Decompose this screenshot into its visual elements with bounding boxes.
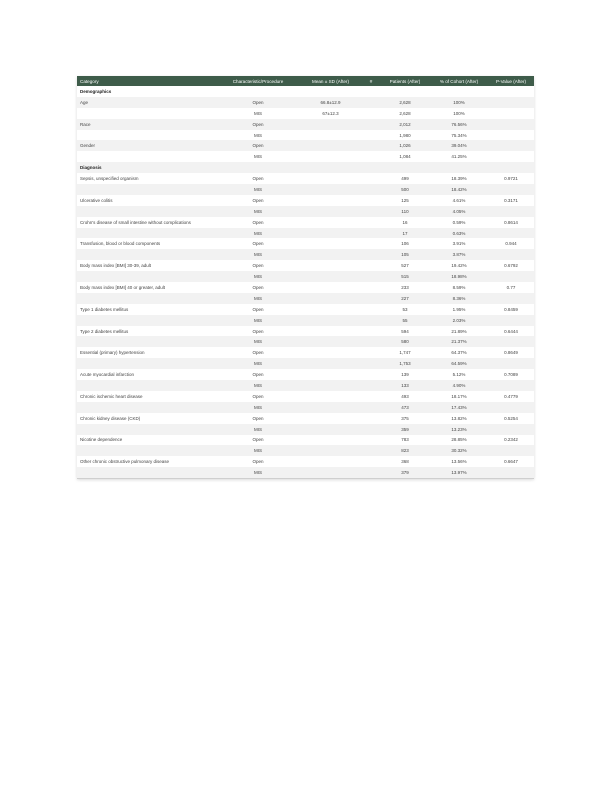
cell-mean: 66.8±12.9 bbox=[299, 97, 362, 108]
cell-mean bbox=[299, 358, 362, 369]
cell-category: Body mass index [BMI] 40 or greater, adult bbox=[77, 282, 217, 293]
cell-patients: 580 bbox=[380, 336, 430, 347]
cell-mean bbox=[299, 249, 362, 260]
cell-procedure: Open bbox=[217, 326, 299, 337]
cell-category bbox=[77, 184, 217, 195]
cell-count bbox=[362, 249, 380, 260]
cell-category: Gender bbox=[77, 140, 217, 151]
cell-procedure: MIS bbox=[217, 402, 299, 413]
cell-pvalue bbox=[488, 108, 534, 119]
cell-patients: 16 bbox=[380, 217, 430, 228]
cell-mean bbox=[299, 315, 362, 326]
cell-pvalue bbox=[488, 271, 534, 282]
cell-pvalue: 0.5254 bbox=[488, 413, 534, 424]
cell-mean bbox=[299, 326, 362, 337]
cell-count bbox=[362, 435, 380, 446]
table-row bbox=[77, 108, 534, 119]
table-row bbox=[77, 467, 534, 478]
cell-percent: 4.61% bbox=[430, 195, 488, 206]
cell-mean bbox=[299, 456, 362, 467]
cell-pvalue bbox=[488, 467, 534, 478]
table-row bbox=[77, 336, 534, 347]
cell-count bbox=[362, 347, 380, 358]
table-row bbox=[77, 326, 534, 337]
cell-percent: 13.56% bbox=[430, 456, 488, 467]
cell-procedure: Open bbox=[217, 282, 299, 293]
cell-mean bbox=[299, 217, 362, 228]
cell-mean: 67±12.3 bbox=[299, 108, 362, 119]
cell-patients: 1,980 bbox=[380, 130, 430, 141]
cell-percent: 28.85% bbox=[430, 435, 488, 446]
cell-mean bbox=[299, 282, 362, 293]
cell-pvalue bbox=[488, 140, 534, 151]
cell-count bbox=[362, 380, 380, 391]
table-row bbox=[77, 391, 534, 402]
cell-percent: 76.56% bbox=[430, 119, 488, 130]
cell-percent: 8.59% bbox=[430, 282, 488, 293]
table-row bbox=[77, 151, 534, 162]
cell-category: Age bbox=[77, 97, 217, 108]
cell-pvalue bbox=[488, 336, 534, 347]
section-title: Diagnosis bbox=[77, 162, 534, 173]
cell-patients: 368 bbox=[380, 456, 430, 467]
table-row bbox=[77, 304, 534, 315]
cell-patients: 53 bbox=[380, 304, 430, 315]
cell-mean bbox=[299, 424, 362, 435]
cell-pvalue: 0.9721 bbox=[488, 173, 534, 184]
cell-percent: 100% bbox=[430, 108, 488, 119]
cell-count bbox=[362, 445, 380, 456]
cell-percent: 4.90% bbox=[430, 380, 488, 391]
table-row bbox=[77, 315, 534, 326]
cell-count bbox=[362, 304, 380, 315]
cell-percent: 2.03% bbox=[430, 315, 488, 326]
table-row bbox=[77, 347, 534, 358]
cell-count bbox=[362, 108, 380, 119]
cell-category bbox=[77, 130, 217, 141]
cell-count bbox=[362, 151, 380, 162]
table-row bbox=[77, 173, 534, 184]
cell-count bbox=[362, 173, 380, 184]
cell-mean bbox=[299, 402, 362, 413]
cell-procedure: Open bbox=[217, 195, 299, 206]
cell-procedure: MIS bbox=[217, 336, 299, 347]
cell-percent: 30.32% bbox=[430, 445, 488, 456]
table-row bbox=[77, 271, 534, 282]
table-row bbox=[77, 282, 534, 293]
cell-patients: 106 bbox=[380, 238, 430, 249]
header-category[interactable]: Category bbox=[77, 76, 217, 86]
table-row bbox=[77, 358, 534, 369]
cell-count bbox=[362, 97, 380, 108]
cell-count bbox=[362, 293, 380, 304]
cell-category bbox=[77, 336, 217, 347]
cell-patients: 133 bbox=[380, 380, 430, 391]
cell-patients: 227 bbox=[380, 293, 430, 304]
cell-category bbox=[77, 380, 217, 391]
cell-patients: 2,012 bbox=[380, 119, 430, 130]
cell-mean bbox=[299, 260, 362, 271]
cell-pvalue: 0.6444 bbox=[488, 326, 534, 337]
cell-pvalue bbox=[488, 293, 534, 304]
table-row bbox=[77, 238, 534, 249]
cell-category: Essential (primary) hypertension bbox=[77, 347, 217, 358]
table-row bbox=[77, 402, 534, 413]
cell-patients: 359 bbox=[380, 424, 430, 435]
cell-patients: 1,084 bbox=[380, 151, 430, 162]
cell-category bbox=[77, 358, 217, 369]
cell-procedure: MIS bbox=[217, 271, 299, 282]
table-row bbox=[77, 140, 534, 151]
cell-percent: 3.91% bbox=[430, 238, 488, 249]
cell-patients: 2,628 bbox=[380, 108, 430, 119]
cell-pvalue: 0.6647 bbox=[488, 456, 534, 467]
cell-pvalue bbox=[488, 315, 534, 326]
cell-mean bbox=[299, 391, 362, 402]
cell-patients: 2,628 bbox=[380, 97, 430, 108]
cell-patients: 500 bbox=[380, 184, 430, 195]
cell-procedure: MIS bbox=[217, 151, 299, 162]
cell-pvalue: 0.7089 bbox=[488, 369, 534, 380]
section-title: Demographics bbox=[77, 86, 534, 97]
cell-count bbox=[362, 336, 380, 347]
cell-category bbox=[77, 467, 217, 478]
cell-procedure: Open bbox=[217, 260, 299, 271]
section-row bbox=[77, 86, 534, 97]
cell-category bbox=[77, 445, 217, 456]
table-row bbox=[77, 369, 534, 380]
cell-percent: 17.43% bbox=[430, 402, 488, 413]
table-row bbox=[77, 456, 534, 467]
cell-patients: 783 bbox=[380, 435, 430, 446]
cell-procedure: Open bbox=[217, 304, 299, 315]
cell-category: Race bbox=[77, 119, 217, 130]
cell-pvalue: 0.8649 bbox=[488, 347, 534, 358]
cell-count bbox=[362, 206, 380, 217]
cell-category bbox=[77, 206, 217, 217]
cell-pvalue bbox=[488, 151, 534, 162]
cell-mean bbox=[299, 369, 362, 380]
header-patients[interactable]: Patients (After) bbox=[380, 76, 430, 86]
cell-mean bbox=[299, 304, 362, 315]
table-row bbox=[77, 413, 534, 424]
cell-category: Other chronic obstructive pulmonary disease bbox=[77, 456, 217, 467]
cell-category bbox=[77, 402, 217, 413]
cell-mean bbox=[299, 184, 362, 195]
header-mean[interactable]: Mean ± SD (After) bbox=[299, 76, 362, 86]
cell-pvalue bbox=[488, 119, 534, 130]
table-row bbox=[77, 228, 534, 239]
cell-count bbox=[362, 195, 380, 206]
table-row bbox=[77, 119, 534, 130]
cell-percent: 1.95% bbox=[430, 304, 488, 315]
cell-procedure: MIS bbox=[217, 130, 299, 141]
cell-category: Chronic kidney disease (CKD) bbox=[77, 413, 217, 424]
cell-pvalue bbox=[488, 206, 534, 217]
cell-count bbox=[362, 358, 380, 369]
cell-percent: 39.04% bbox=[430, 140, 488, 151]
cell-percent: 18.39% bbox=[430, 173, 488, 184]
table-header bbox=[77, 76, 534, 86]
cell-pvalue: 0.77 bbox=[488, 282, 534, 293]
cell-mean bbox=[299, 119, 362, 130]
cell-category: Transfusion, blood or blood components bbox=[77, 238, 217, 249]
table-row bbox=[77, 217, 534, 228]
cell-pvalue bbox=[488, 130, 534, 141]
cell-category bbox=[77, 228, 217, 239]
cell-mean bbox=[299, 140, 362, 151]
cell-patients: 823 bbox=[380, 445, 430, 456]
cell-category: Nicotine dependence bbox=[77, 435, 217, 446]
cell-patients: 1,747 bbox=[380, 347, 430, 358]
cell-procedure: MIS bbox=[217, 206, 299, 217]
table-row bbox=[77, 380, 534, 391]
cell-percent: 13.82% bbox=[430, 413, 488, 424]
cell-category: Type 1 diabetes mellitus bbox=[77, 304, 217, 315]
cell-category: Acute myocardial infarction bbox=[77, 369, 217, 380]
cell-mean bbox=[299, 271, 362, 282]
cell-procedure: Open bbox=[217, 217, 299, 228]
table-row bbox=[77, 97, 534, 108]
cell-category: Body mass index [BMI] 30-39, adult bbox=[77, 260, 217, 271]
cell-category bbox=[77, 424, 217, 435]
cell-procedure: Open bbox=[217, 140, 299, 151]
cell-count bbox=[362, 238, 380, 249]
header-procedure[interactable]: Characteristic/Procedure bbox=[217, 76, 299, 86]
cell-pvalue bbox=[488, 445, 534, 456]
cell-percent: 21.37% bbox=[430, 336, 488, 347]
cell-procedure: MIS bbox=[217, 358, 299, 369]
cell-procedure: MIS bbox=[217, 249, 299, 260]
table-body bbox=[77, 86, 534, 478]
cell-mean bbox=[299, 435, 362, 446]
cell-mean bbox=[299, 413, 362, 424]
table-row bbox=[77, 206, 534, 217]
cell-pvalue: 0.8459 bbox=[488, 304, 534, 315]
cell-percent: 0.63% bbox=[430, 228, 488, 239]
cell-procedure: Open bbox=[217, 119, 299, 130]
cell-procedure: MIS bbox=[217, 380, 299, 391]
cell-mean bbox=[299, 238, 362, 249]
section-row bbox=[77, 162, 534, 173]
cell-procedure: Open bbox=[217, 173, 299, 184]
cell-percent: 64.59% bbox=[430, 358, 488, 369]
cell-percent: 19.42% bbox=[430, 260, 488, 271]
cell-patients: 105 bbox=[380, 249, 430, 260]
table-row bbox=[77, 249, 534, 260]
cell-procedure: MIS bbox=[217, 315, 299, 326]
cell-percent: 100% bbox=[430, 97, 488, 108]
cell-mean bbox=[299, 467, 362, 478]
cell-patients: 55 bbox=[380, 315, 430, 326]
cell-count bbox=[362, 119, 380, 130]
cell-procedure: Open bbox=[217, 369, 299, 380]
cell-mean bbox=[299, 228, 362, 239]
cell-count bbox=[362, 467, 380, 478]
cell-count bbox=[362, 315, 380, 326]
cell-patients: 17 bbox=[380, 228, 430, 239]
cell-count bbox=[362, 140, 380, 151]
cell-patients: 125 bbox=[380, 195, 430, 206]
cell-category bbox=[77, 271, 217, 282]
cell-count bbox=[362, 260, 380, 271]
cell-procedure: Open bbox=[217, 238, 299, 249]
cell-category: Sepsis, unspecified organism bbox=[77, 173, 217, 184]
cell-category bbox=[77, 151, 217, 162]
cell-procedure: Open bbox=[217, 456, 299, 467]
table-row bbox=[77, 130, 534, 141]
cell-category bbox=[77, 315, 217, 326]
cell-percent: 13.23% bbox=[430, 424, 488, 435]
cell-pvalue: 0.6792 bbox=[488, 260, 534, 271]
cell-percent: 21.89% bbox=[430, 326, 488, 337]
cell-pvalue: 0.2342 bbox=[488, 435, 534, 446]
cell-patients: 110 bbox=[380, 206, 430, 217]
cell-patients: 594 bbox=[380, 326, 430, 337]
cell-pvalue bbox=[488, 184, 534, 195]
cell-procedure: MIS bbox=[217, 293, 299, 304]
cell-pvalue: 0.3171 bbox=[488, 195, 534, 206]
cell-count bbox=[362, 326, 380, 337]
table-row bbox=[77, 260, 534, 271]
cell-procedure: Open bbox=[217, 413, 299, 424]
cell-category bbox=[77, 249, 217, 260]
cell-count bbox=[362, 228, 380, 239]
cell-count bbox=[362, 402, 380, 413]
cell-pvalue bbox=[488, 249, 534, 260]
cell-procedure: MIS bbox=[217, 184, 299, 195]
cell-mean bbox=[299, 173, 362, 184]
cell-count bbox=[362, 282, 380, 293]
header-row bbox=[77, 76, 534, 86]
cell-category: Ulcerative colitis bbox=[77, 195, 217, 206]
cohort-table bbox=[77, 76, 534, 478]
cell-procedure: Open bbox=[217, 435, 299, 446]
cell-percent: 3.87% bbox=[430, 249, 488, 260]
header-count[interactable]: # bbox=[362, 76, 380, 86]
cell-patients: 1,753 bbox=[380, 358, 430, 369]
cell-percent: 18.17% bbox=[430, 391, 488, 402]
cell-percent: 8.36% bbox=[430, 293, 488, 304]
cell-pvalue bbox=[488, 97, 534, 108]
cell-category: Crohn's disease of small intestine without complications bbox=[77, 217, 217, 228]
cell-count bbox=[362, 369, 380, 380]
cell-category: Chronic ischemic heart disease bbox=[77, 391, 217, 402]
cell-procedure: MIS bbox=[217, 424, 299, 435]
cell-percent: 64.37% bbox=[430, 347, 488, 358]
cell-pvalue bbox=[488, 380, 534, 391]
table-row bbox=[77, 424, 534, 435]
cell-pvalue: 0.944 bbox=[488, 238, 534, 249]
table-row bbox=[77, 445, 534, 456]
cell-count bbox=[362, 271, 380, 282]
table-row bbox=[77, 195, 534, 206]
cell-count bbox=[362, 456, 380, 467]
cell-procedure: MIS bbox=[217, 467, 299, 478]
cell-percent: 0.59% bbox=[430, 217, 488, 228]
cell-count bbox=[362, 424, 380, 435]
table-row bbox=[77, 435, 534, 446]
cell-mean bbox=[299, 445, 362, 456]
cell-pvalue bbox=[488, 228, 534, 239]
cell-pvalue bbox=[488, 358, 534, 369]
cell-count bbox=[362, 413, 380, 424]
table-row bbox=[77, 184, 534, 195]
cell-percent: 13.97% bbox=[430, 467, 488, 478]
cell-procedure: Open bbox=[217, 347, 299, 358]
cell-percent: 18.98% bbox=[430, 271, 488, 282]
cell-percent: 18.42% bbox=[430, 184, 488, 195]
cell-percent: 4.05% bbox=[430, 206, 488, 217]
cell-count bbox=[362, 217, 380, 228]
cell-pvalue bbox=[488, 424, 534, 435]
cell-count bbox=[362, 391, 380, 402]
cell-patients: 1,026 bbox=[380, 140, 430, 151]
cell-pvalue bbox=[488, 402, 534, 413]
cell-count bbox=[362, 130, 380, 141]
cell-patients: 473 bbox=[380, 402, 430, 413]
cell-mean bbox=[299, 151, 362, 162]
cell-patients: 375 bbox=[380, 413, 430, 424]
cell-patients: 515 bbox=[380, 271, 430, 282]
cell-pvalue: 0.4779 bbox=[488, 391, 534, 402]
cell-count bbox=[362, 184, 380, 195]
header-pvalue[interactable]: P-Value (After) bbox=[488, 76, 534, 86]
cohort-table-container bbox=[77, 76, 534, 479]
cell-mean bbox=[299, 206, 362, 217]
cell-procedure: Open bbox=[217, 97, 299, 108]
cell-patients: 139 bbox=[380, 369, 430, 380]
cell-category bbox=[77, 108, 217, 119]
cell-patients: 379 bbox=[380, 467, 430, 478]
cell-procedure: MIS bbox=[217, 108, 299, 119]
cell-category bbox=[77, 293, 217, 304]
cell-patients: 233 bbox=[380, 282, 430, 293]
cell-mean bbox=[299, 195, 362, 206]
cell-patients: 493 bbox=[380, 391, 430, 402]
cell-mean bbox=[299, 380, 362, 391]
cell-mean bbox=[299, 293, 362, 304]
cell-patients: 527 bbox=[380, 260, 430, 271]
cell-percent: 41.25% bbox=[430, 151, 488, 162]
cell-procedure: MIS bbox=[217, 445, 299, 456]
cell-pvalue: 0.8614 bbox=[488, 217, 534, 228]
table-row bbox=[77, 293, 534, 304]
cell-mean bbox=[299, 347, 362, 358]
cell-procedure: MIS bbox=[217, 228, 299, 239]
cell-procedure: Open bbox=[217, 391, 299, 402]
cell-category: Type 2 diabetes mellitus bbox=[77, 326, 217, 337]
cell-patients: 499 bbox=[380, 173, 430, 184]
cell-percent: 5.12% bbox=[430, 369, 488, 380]
cell-mean bbox=[299, 336, 362, 347]
cell-percent: 75.34% bbox=[430, 130, 488, 141]
cell-mean bbox=[299, 130, 362, 141]
header-percent[interactable]: % of Cohort (After) bbox=[430, 76, 488, 86]
